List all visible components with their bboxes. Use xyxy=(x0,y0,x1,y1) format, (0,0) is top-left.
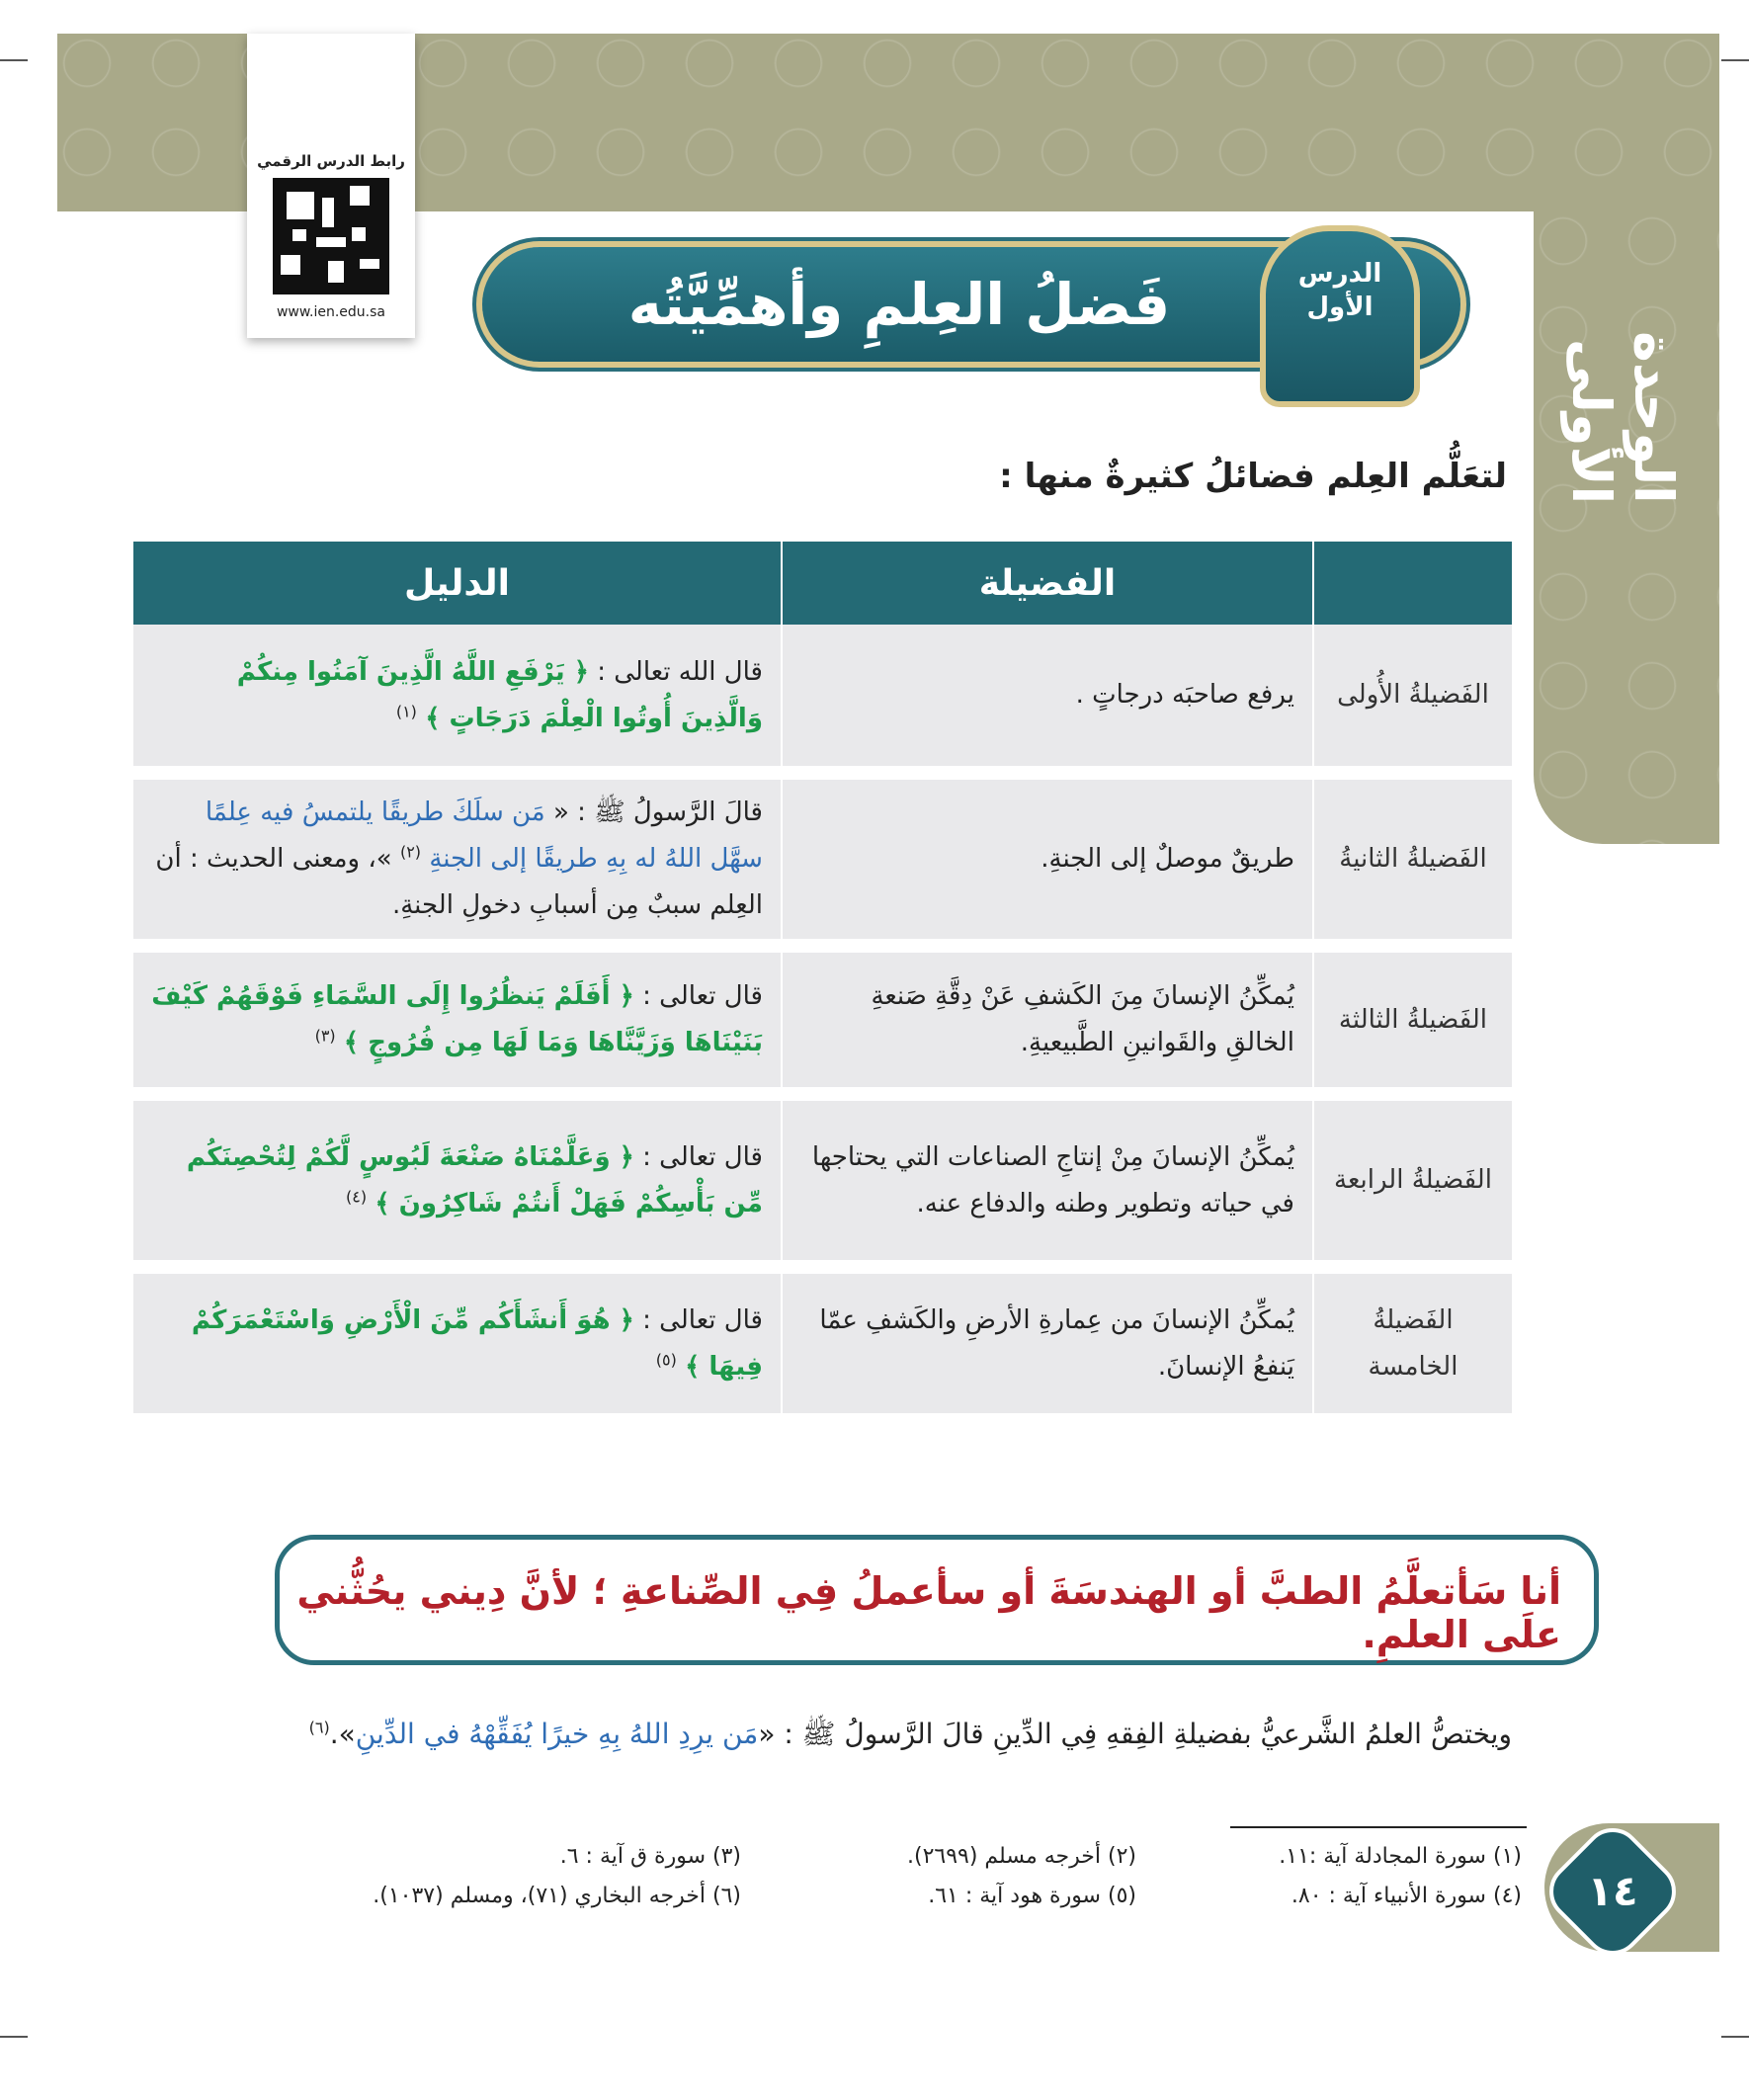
qr-url[interactable]: www.ien.edu.sa xyxy=(276,304,386,320)
evidence-cell xyxy=(132,773,782,946)
virtue-text: طريقٌ موصلٌ إلى الجنةِ. xyxy=(782,773,1313,946)
closing-prefix: ويختصُّ العلمُ الشَّرعيُّ بفضيلةِ الفِقهِ فِي الدِّينِ قالَ الرَّسولُ ﷺ : « xyxy=(758,1718,1512,1750)
table-header-num xyxy=(1313,542,1512,625)
evidence-cell xyxy=(132,625,782,773)
qr-code-icon[interactable] xyxy=(273,178,389,294)
evidence-prefix: قالَ الرَّسولُ ﷺ : « xyxy=(553,798,763,828)
footnote: (٣) سورة ق آية : ٦. xyxy=(559,1844,741,1869)
closing-paragraph xyxy=(309,1718,1512,1757)
footnote-ref[interactable]: (٢) xyxy=(399,842,422,862)
crop-mark xyxy=(0,59,28,61)
table-row xyxy=(132,773,1512,946)
footnote: (٦) أخرجه البخاري (٧١)، ومسلم (١٠٣٧). xyxy=(373,1884,741,1908)
virtue-number: الفَضيلةُ الأُولى xyxy=(1313,625,1512,773)
table-row xyxy=(132,1267,1512,1420)
hadith-text: مَن سلَكَ طريقًا يلتمسُ فيه عِلمًا سهَّل اللهُ له بِهِ طريقًا إلى الجنةِ xyxy=(205,798,763,875)
footnote: (١) سورة المجادلة آية :١١. xyxy=(1279,1844,1522,1869)
footnote-ref[interactable]: (٣) xyxy=(314,1026,336,1046)
lesson-badge-line1: الدرس xyxy=(1297,259,1382,289)
crop-mark xyxy=(0,2036,28,2038)
closing-hadith: مَن يرِدِ اللهُ بِهِ خيرًا يُفَقِّهْهُ في الدِّينِ xyxy=(355,1718,759,1750)
footnote-ref[interactable]: (٦) xyxy=(308,1718,330,1737)
footnote-ref[interactable]: (٤) xyxy=(345,1186,368,1206)
quran-verse: ﴿ يَرْفَعِ اللَّهُ الَّذِينَ آمَنُوا مِنكُمْ وَالَّذِينَ أُوتُوا الْعِلْمَ دَرَجَاتٍ ﴾ xyxy=(236,656,763,733)
qr-card[interactable] xyxy=(247,34,415,338)
footnote: (٥) سورة هود آية : ٦١. xyxy=(928,1884,1136,1908)
footnote-ref[interactable]: (٥) xyxy=(655,1349,677,1369)
virtue-number: الفَضيلةُ الرابعة xyxy=(1313,1094,1512,1267)
virtue-number: الفَضيلةُ الخامسة xyxy=(1313,1267,1512,1420)
footnote-divider xyxy=(1230,1826,1527,1828)
quran-verse: ﴿ أَفَلَمْ يَنظُرُوا إِلَى السَّمَاءِ فَوْقَهُمْ كَيْفَ بَنَيْنَاهَا وَزَيَّنَّاهَا وَمَا لَهَا مِن فُرُوجٍ ﴾ xyxy=(151,981,763,1057)
table-header-virtue: الفضيلة xyxy=(782,542,1313,625)
quran-verse: ﴿ وَعَلَّمْنَاهُ صَنْعَةَ لَبُوسٍ لَّكُمْ لِتُحْصِنَكُم مِّن بَأْسِكُمْ فَهَلْ أَنتُمْ شَاكِرُونَ ﴾ xyxy=(186,1141,763,1218)
quran-verse: ﴿ هُوَ أَنشَأَكُم مِّنَ الْأَرْضِ وَاسْتَعْمَرَكُمْ فِيهَا ﴾ xyxy=(191,1304,763,1382)
table-header-evidence: الدليل xyxy=(132,542,782,625)
qr-label: رابط الدرس الرقمي xyxy=(257,152,405,170)
virtue-text: يرفع صاحبَه درجاتٍ . xyxy=(782,625,1313,773)
table-row xyxy=(132,946,1512,1094)
evidence-prefix: قال تعالى : xyxy=(642,981,763,1012)
evidence-prefix: قال تعالى : xyxy=(642,1304,763,1335)
lesson-badge xyxy=(1260,225,1420,407)
footnote: (٤) سورة الأنبياء آية : ٨٠. xyxy=(1291,1884,1522,1908)
closing-suffix: ». xyxy=(329,1718,356,1750)
virtue-text: يُمكِّنُ الإنسانَ من عِمارةِ الأرضِ والكَشفِ عمّا يَنفعُ الإنسانَ. xyxy=(782,1267,1313,1420)
evidence-suffix: »، ومعنى الحديث : أن العِلم سببٌ مِن أسبابِ دخولِ الجنةِ. xyxy=(155,844,763,920)
page-number: ١٤ xyxy=(1587,1867,1638,1915)
evidence-cell xyxy=(132,1094,782,1267)
table-row xyxy=(132,625,1512,773)
evidence-prefix: قال تعالى : xyxy=(642,1141,763,1172)
footnote-ref[interactable]: (١) xyxy=(395,701,417,720)
evidence-prefix: قال الله تعالى : xyxy=(597,656,763,687)
virtue-number: الفَضيلةُ الثانيةُ xyxy=(1313,773,1512,946)
evidence-cell xyxy=(132,1267,782,1420)
virtue-text: يُمكِّنُ الإنسانَ مِنْ إنتاجِ الصناعات التي يحتاجها في حياته وتطوير وطنه والدفاع عنه. xyxy=(782,1094,1313,1267)
virtue-number: الفَضيلةُ الثالثة xyxy=(1313,946,1512,1094)
intro-text: لتعَلُّم العِلم فضائلُ كثيرةٌ منها : xyxy=(999,457,1507,496)
virtues-table xyxy=(131,542,1512,1427)
crop-mark xyxy=(1721,2036,1749,2038)
note-text: أنا سَأتعلَّمُ الطبَّ أو الهندسَةَ أو سأعملُ فِي الصِّناعةِ ؛ لأنَّ دِيني يحُثُّني علَى العلمِ. xyxy=(296,1569,1561,1656)
crop-mark xyxy=(1721,59,1749,61)
table-header-row xyxy=(132,542,1512,625)
virtue-text: يُمكِّنُ الإنسانَ مِنَ الكَشفِ عَنْ دِقَّةِ صَنعةِ الخالقِ والقَوانينِ الطَّبيعيةِ. xyxy=(782,946,1313,1094)
table-row xyxy=(132,1094,1512,1267)
unit-title: الوحدة الأولى xyxy=(1560,331,1685,504)
lesson-badge-line2: الأول xyxy=(1306,293,1374,322)
lesson-title: فَضلُ العِلمِ وأهمِّيَّتُه xyxy=(627,271,1171,338)
footnote: (٢) أخرجه مسلم (٢٦٩٩). xyxy=(907,1844,1136,1869)
evidence-cell xyxy=(132,946,782,1094)
